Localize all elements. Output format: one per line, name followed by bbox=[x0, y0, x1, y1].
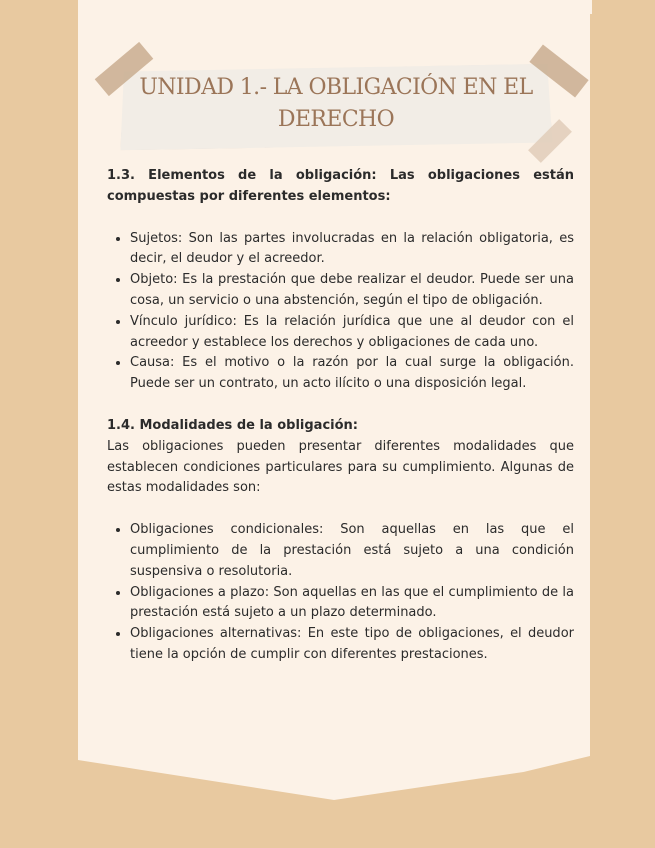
section-intro: Las obligaciones pueden presentar diferentes modalidades que establecen condiciones particulares para su cumplimiento. Algunas de estas modalidades son: bbox=[107, 438, 574, 496]
document-body bbox=[107, 166, 574, 666]
list-item: • Objeto: Es la prestación que debe realizar el deudor. Puede ser una cosa, un servicio o una abstención, según el tipo de obligación. bbox=[130, 270, 574, 312]
page-title: UNIDAD 1.- LA OBLIGACIÓN EN EL DERECHO bbox=[139, 75, 533, 132]
list-item: • Causa: Es el motivo o la razón por la cual surge la obligación. Puede ser un contrato, un acto ilícito o una disposición legal. bbox=[130, 353, 574, 395]
list-item: • Vínculo jurídico: Es la relación jurídica que une al deudor con el acreedor y establece los derechos y obligaciones de cada uno. bbox=[130, 312, 574, 354]
paper-corner bbox=[578, 0, 592, 14]
list-item: • Obligaciones alternativas: En este tipo de obligaciones, el deudor tiene la opción de cumplir con diferentes prestaciones. bbox=[130, 624, 574, 666]
section-heading: 1.3. Elementos de la obligación: Las obligaciones están compuestas por diferentes elementos: bbox=[107, 168, 574, 204]
list-item: • Obligaciones a plazo: Son aquellas en las que el cumplimiento de la prestación está sujeto a un plazo determinado. bbox=[130, 583, 574, 625]
modalities-list bbox=[107, 520, 574, 666]
section-heading: 1.4. Modalidades de la obligación: bbox=[107, 417, 358, 433]
list-item: • Obligaciones condicionales: Son aquellas en las que el cumplimiento de la prestación está sujeto a una condición suspensiva o resolutoria. bbox=[130, 520, 574, 582]
list-item: • Sujetos: Son las partes involucradas en la relación obligatoria, es decir, el deudor y el acreedor. bbox=[130, 229, 574, 271]
elements-list bbox=[107, 229, 574, 395]
